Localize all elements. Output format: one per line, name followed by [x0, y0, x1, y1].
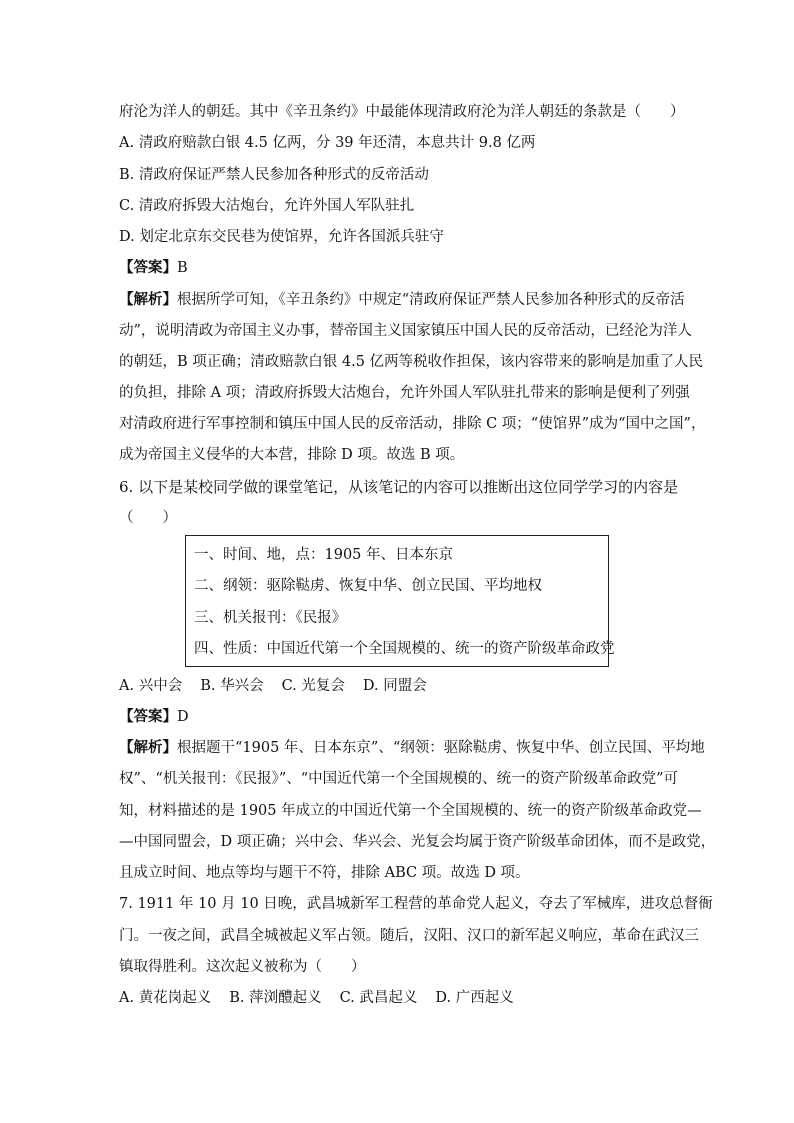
answer-label: 【答案】	[119, 259, 177, 276]
notes-item-4: 四、性质：中国近代第一个全国规模的、统一的资产阶级革命政党	[194, 641, 615, 657]
q5-option-a: A. 清政府赔款白银 4.5 亿两，分 39 年还清，本息共计 9.8 亿两	[119, 135, 536, 151]
q6-analysis-line-5: 且成立时间、地点等均与题干不符，排除 ABC 项。故选 D 项。	[119, 865, 530, 881]
q7-stem-line-2: 门。一夜之间，武昌全城被起义军占领。随后，汉阳、汉口的新军起义响应，革命在武汉三	[119, 928, 699, 944]
notes-item-3: 三、机关报刊：《民报》	[194, 610, 347, 626]
q6-answer-value: D	[177, 709, 189, 725]
q5-option-c: C. 清政府拆毁大沽炮台，允许外国人军队驻扎	[119, 198, 415, 214]
notes-item-2: 二、纲领：驱除鞑虏、恢复中华、创立民国、平均地权	[194, 578, 542, 594]
q6-analysis-line-2: 权”、“机关报刊：《民报》”、“中国近代第一个全国规模的、统一的资产阶级革命政党”可	[119, 771, 679, 787]
q6-option-a: A. 兴中会	[119, 678, 183, 694]
q7-option-c: C. 武昌起义	[339, 990, 418, 1006]
q6-analysis-line-4: —中国同盟会，D 项正确；兴中会、华兴会、光复会均属于资产阶级革命团体，而不是政党，	[119, 834, 716, 850]
q5-analysis-line-3: 的朝廷，B 项正确；清政赔款白银 4.5 亿两等税收作担保，该内容带来的影响是加重了人民	[119, 354, 704, 370]
q7-option-b: B. 萍浏醴起义	[229, 990, 322, 1006]
q5-option-b: B. 清政府保证严禁人民参加各种形式的反帝活动	[119, 167, 429, 183]
q6-option-b: B. 华兴会	[200, 678, 264, 694]
q7-stem-line-1: 7. 1911 年 10 月 10 日晚，武昌城新军工程营的革命党人起义，夺去了军械库，进攻总督衙	[119, 896, 713, 912]
notes-item-1: 一、时间、地，点：1905 年、日本东京	[194, 547, 454, 563]
q5-analysis-line-6: 成为帝国主义侵华的大本营，排除 D 项。故选 B 项。	[119, 447, 465, 463]
q6-answer: 【答案】D	[119, 708, 189, 725]
q6-analysis-line-3: 知，材料描述的是 1905 年成立的中国近代第一个全国规模的、统一的资产阶级革命政党—	[119, 803, 702, 819]
q7-stem-line-3: 镇取得胜利。这次起义被称为（ ）	[119, 959, 366, 975]
q7-option-d: D. 广西起义	[435, 990, 514, 1006]
q7-option-a: A. 黄花岗起义	[119, 990, 212, 1006]
q6-analysis-line-1: 【解析】根据题干“1905 年、日本东京”、“纲领：驱除鞑虏、恢复中华、创立民国、平均地	[119, 739, 705, 756]
q5-option-d: D. 划定北京东交民巷为使馆界，允许各国派兵驻守	[119, 229, 444, 245]
q5-analysis-line-2: 动”，说明清政为帝国主义办事，替帝国主义国家镇压中国人民的反帝活动，已经沦为洋人	[119, 323, 692, 339]
q6-notes-box	[185, 535, 615, 667]
analysis-label: 【解析】	[119, 291, 177, 308]
q6-option-d: D. 同盟会	[362, 678, 427, 694]
q5-analysis-line-1: 【解析】根据所学可知，《辛丑条约》中规定“清政府保证严禁人民参加各种形式的反帝活	[119, 291, 685, 308]
q5-answer	[119, 258, 684, 278]
q6-option-c: C. 光复会	[281, 678, 345, 694]
q6-stem-line-1: 6. 以下是某校同学做的课堂笔记，从该笔记的内容可以推断出这位同学学习的内容是	[119, 478, 679, 496]
q5-answer-value: B	[177, 260, 188, 276]
q7-options	[119, 988, 684, 1008]
q5-analysis-line-5: 对清政府进行军事控制和镇压中国人民的反帝活动，排除 C 项；“使馆界”成为“国中之国”，	[119, 416, 706, 432]
q5-analysis-line-4: 的负担，排除 A 项；清政府拆毁大沽炮台，允许外国人军队驻扎带来的影响是便利了列强	[119, 385, 690, 401]
q6-options	[119, 676, 684, 696]
q6-stem-line-2: （ ）	[119, 510, 177, 526]
q5-stem-tail: 府沦为洋人的朝廷。其中《辛丑条约》中最能体现清政府沦为洋人朝廷的条款是（ ）	[119, 104, 685, 120]
